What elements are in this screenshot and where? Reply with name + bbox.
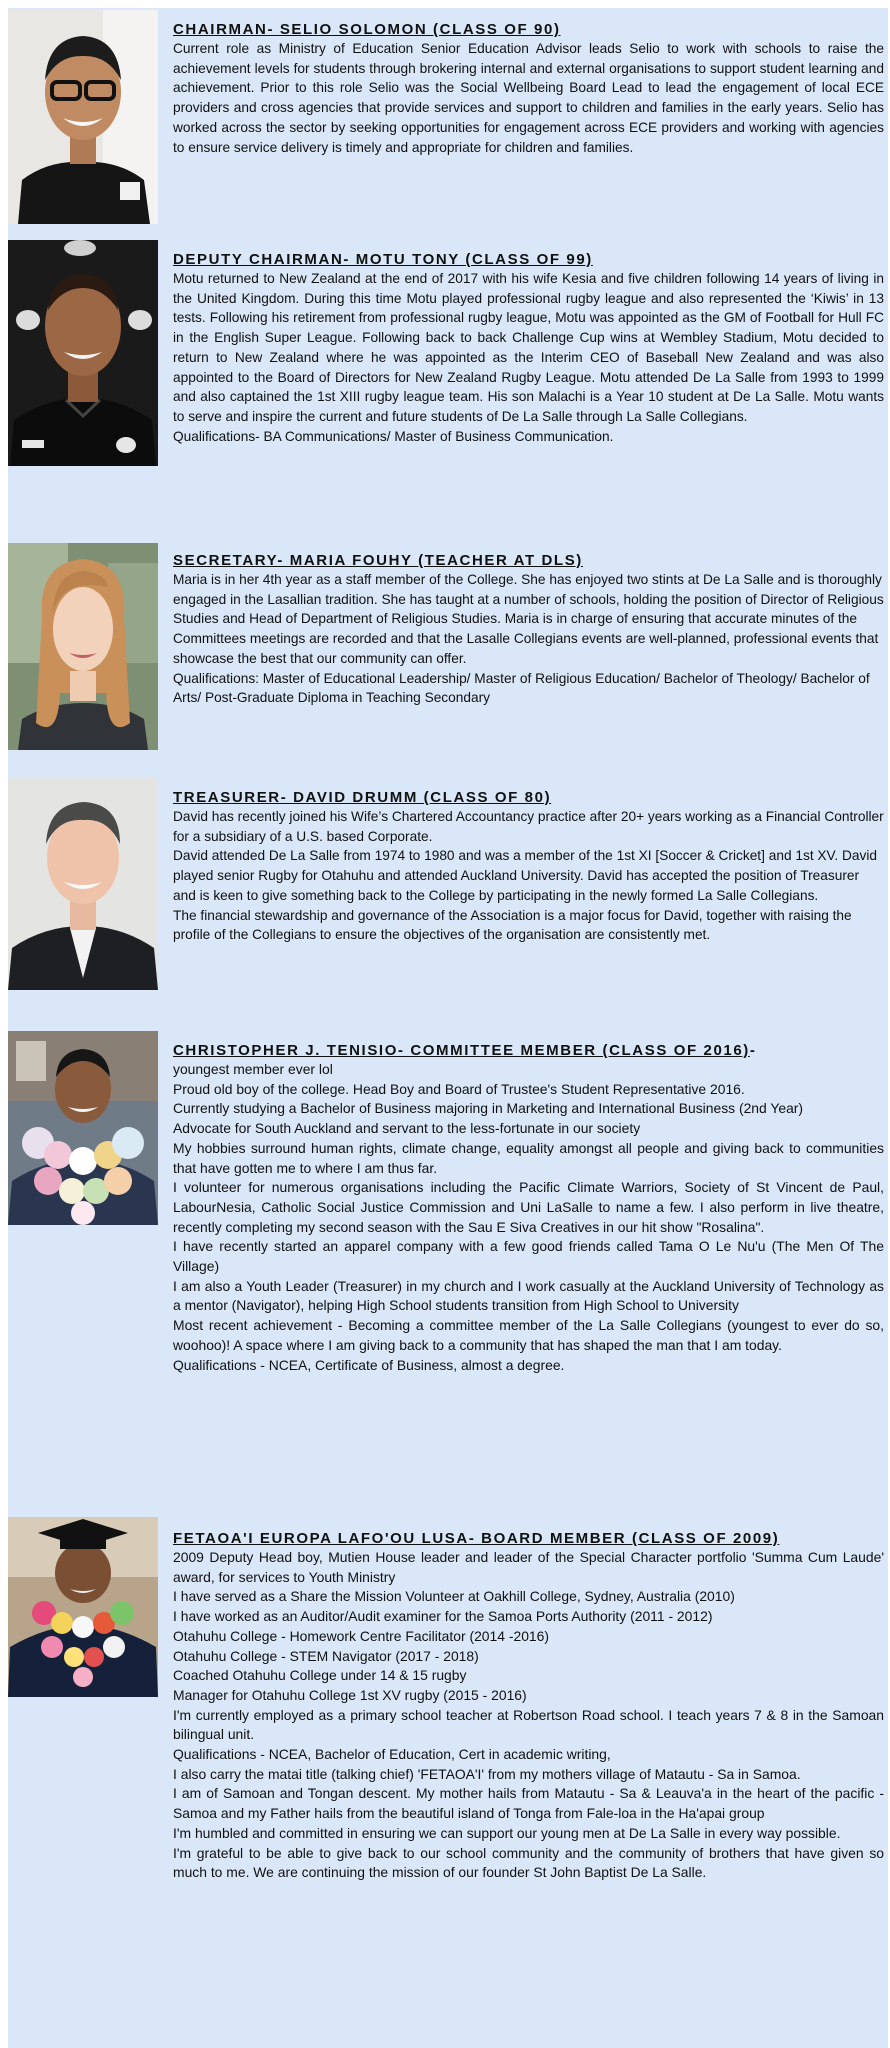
bio-paragraph: Manager for Otahuhu College 1st XV rugby (2015 - 2016) [173,1686,527,1703]
member-chairman [8,10,888,234]
bio-paragraph: Advocate for South Auckland and servant to the less-fortunate in our society [173,1120,641,1137]
bio-paragraph: Maria is in her 4th year as a staff member of the College. She has enjoyed two stints at De La Salle and is thoroughly engaged in the Lasallian tradition. She has taught at a number of schools, holding the position of Director of Religious Studies and Head of Department of Religious Studies. Maria is in charge of ensuring that accurate minutes of the Committees meetings are recorded and that the Lasalle Collegians events are well-planned, professional events that showcase the best that our community can offer. [173,572,884,666]
bio-paragraph: Currently studying a Bachelor of Business majoring in Marketing and International Business (2nd Year) [173,1100,804,1117]
member-title: FETAOA'I EUROPA LAFO'OU LUSA- BOARD MEMBER (CLASS OF 2009) [173,1530,780,1547]
bio-paragraph: I'm grateful to be able to give back to our school community and the community of brothers that have given so much to me. We are continuing the mission of our founder St John Baptist De La Salle. [173,1844,884,1881]
bio-paragraph: I also carry the matai title (talking chief) 'FETAOA'I' from my mothers village of Matautu - Sa in Samoa. [173,1765,801,1782]
portrait-man-kiwis-jersey-photo [8,240,158,466]
bio-paragraph: The financial stewardship and governance of the Association is a major focus for David, together with raising the profile of the Collegians to ensure the objectives of the organisation are consistently met. [173,907,852,943]
bio-paragraph: David attended De La Salle from 1974 to 1980 and was a member of the 1st XI [Soccer & Cricket] and 1st XV. David played senior Rugby for Otahuhu and attended Auckland University. David has accepted the position of Treasurer and is keen to give something back to the College by participating in the newly formed La Salle Collegians. [173,848,878,903]
member-board-lusa [8,1517,888,2047]
portrait-man-lei-photo [8,1031,158,1225]
member-title-wrap [173,1041,884,1060]
bio-paragraph: David has recently joined his Wife’s Chartered Accountancy practice after 20+ years working as a Financial Controller for a subsidiary of a U.S. based Corporate. [173,809,884,844]
bio-paragraph: I'm currently employed as a primary school teacher at Robertson Road school. I teach years 7 & 8 in the Samoan bilingual unit. [173,1706,884,1743]
bio-paragraph: Qualifications- BA Communications/ Master of Business Communication. [173,428,614,444]
bio-paragraph: Qualifications - NCEA, Bachelor of Education, Cert in academic writing, [173,1746,611,1763]
bio-paragraph: My hobbies surround human rights, climate change, equality amongst all people and giving back to communities that have gotten me to where I am thus far. [173,1139,884,1176]
member-treasurer [8,778,888,1018]
bio-paragraph: Qualifications - NCEA, Certificate of Business, almost a degree. [173,1356,565,1373]
member-committee-tenisio [8,1031,888,1511]
bio-paragraph: 2009 Deputy Head boy, Mutien House leader and leader of the Special Character portfolio 'Summa Cum Laude' award, for services to Youth Ministry [173,1549,884,1585]
member-text [173,20,884,157]
member-title-suffix: - [749,1042,755,1059]
bio-paragraph: Proud old boy of the college. Head Boy and Board of Trustee's Student Representative 2016. [173,1080,745,1097]
member-bio [173,570,884,708]
member-text [173,551,884,708]
member-deputy-chairman [8,240,888,530]
member-title: SECRETARY- MARIA FOUHY (TEACHER AT DLS) [173,552,583,569]
bio-paragraph: Otahuhu College - STEM Navigator (2017 - 2018) [173,1647,479,1664]
member-text [173,250,884,446]
portrait-man-graduation-photo [8,1517,158,1697]
bio-paragraph: I'm humbled and committed in ensuring we can support our young men at De La Salle in every way possible. [173,1824,841,1841]
portrait-man-suit-icon [8,778,158,990]
member-title: DEPUTY CHAIRMAN- MOTU TONY (CLASS OF 99) [173,251,593,268]
member-secretary [8,543,888,763]
portrait-woman-icon [8,543,158,750]
bio-paragraph: Otahuhu College - Homework Centre Facilitator (2014 -2016) [173,1627,549,1644]
member-text [173,1041,884,1375]
portrait-man-glasses-icon [8,10,158,224]
portrait-man-graduation-icon [8,1517,158,1697]
member-bio [173,39,884,157]
portrait-man-suit-photo [8,778,158,990]
member-text [173,1529,884,1883]
committee-profiles-page [8,8,888,2048]
bio-paragraph: Current role as Ministry of Education Senior Education Advisor leads Selio to work with schools to raise the achievement levels for students through brokering internal and external organisations to support student learning and achievement. Prior to this role Selio was the Social Wellbeing Board Lead to lead the engagement of local ECE providers and cross agencies that provide services and support to children and families in the early years. Selio has worked across the sector by seeking opportunities for engagement across ECE providers and working with agencies to ensure service delivery is timely and appropriate for children and families. [173,41,884,155]
member-title: CHAIRMAN- SELIO SOLOMON (CLASS OF 90) [173,21,561,38]
bio-paragraph: Qualifications: Master of Educational Leadership/ Master of Religious Education/ Bachelor of Theology/ Bachelor of Arts/ Post-Graduate Diploma in Teaching Secondary [173,670,870,706]
bio-paragraph: I am of Samoan and Tongan descent. My mother hails from Matautu - Sa & Leauva'a in the heart of the pacific - Samoa and my Father hails from the beautiful island of Tonga from Fale-loa in the Ha'apai group [173,1785,884,1822]
member-bio [173,1548,884,1883]
bio-paragraph: I have worked as an Auditor/Audit examiner for the Samoa Ports Authority (2011 - 2012) [173,1608,713,1625]
member-text [173,788,884,945]
member-bio [173,1060,884,1375]
portrait-man-kiwis-jersey-icon [8,240,158,466]
portrait-man-glasses-photo [8,10,158,224]
bio-paragraph: I volunteer for numerous organisations including the Pacific Climate Warriors, Society of St Vincent de Paul, LabourNesia, Catholic Social Justice Commission and Uni LaSalle to name a few. I also perform in live theatre, recently completing my second season with the Sau E Siva Creatives in our hit show "Rosalina". [173,1179,884,1235]
bio-paragraph: youngest member ever lol [173,1061,333,1077]
bio-paragraph: Coached Otahuhu College under 14 & 15 rugby [173,1667,467,1684]
member-title: TREASURER- DAVID DRUMM (CLASS OF 80) [173,789,552,806]
member-bio [173,807,884,945]
member-bio [173,269,884,446]
bio-paragraph: Most recent achievement - Becoming a committee member of the La Salle Collegians (youngest to ever do so, woohoo)! A space where I am giving back to a community that has shaped the man that I am today. [173,1317,884,1353]
bio-paragraph: I am also a Youth Leader (Treasurer) in my church and I work casually at the Auckland University of Technology as a mentor (Navigator), helping High School students transition from High School to University [173,1277,884,1314]
portrait-woman-photo [8,543,158,750]
bio-paragraph: Motu returned to New Zealand at the end of 2017 with his wife Kesia and five children following 14 years of living in the United Kingdom. During this time Motu played professional rugby league and also represented the ‘Kiwis’ in 13 tests. Following his retirement from professional rugby league, Motu was appointed as the GM of Football for Hull FC in the English Super League. Following back to back Challenge Cup wins at Wembley Stadium, Motu decided to return to New Zealand where he was appointed as the Interim CEO of Baseball New Zealand and was also appointed to the Board of Directors for New Zealand Rugby League. Motu attended De La Salle from 1993 to 1999 and also captained the 1st XIII rugby league team. His son Malachi is a Year 10 student at De La Salle. Motu wants to serve and inspire the current and future students of De La Salle through La Salle Collegians. [173,271,884,424]
portrait-man-lei-icon [8,1031,158,1225]
bio-paragraph: I have recently started an apparel company with a few good friends called Tama O Le Nu'u (The Men Of The Village) [173,1238,884,1275]
member-title: CHRISTOPHER J. TENISIO- COMMITTEE MEMBER (CLASS OF 2016) [173,1042,750,1059]
bio-paragraph: I have served as a Share the Mission Volunteer at Oakhill College, Sydney, Australia (2010) [173,1588,735,1605]
